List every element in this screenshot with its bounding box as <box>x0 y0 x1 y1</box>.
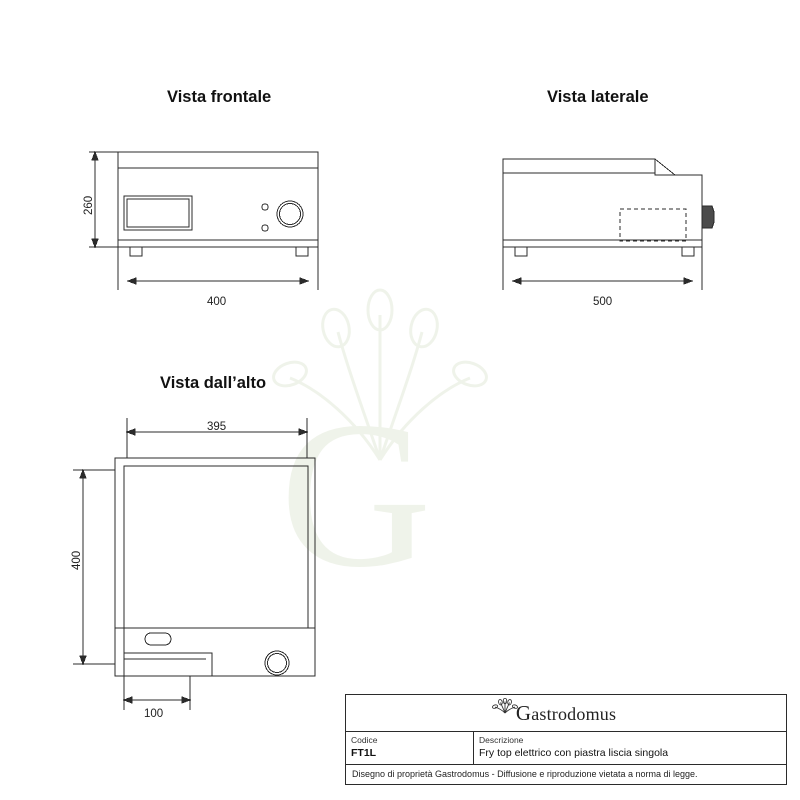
side-view-geometry <box>503 159 714 256</box>
description-label: Descrizione <box>479 735 524 745</box>
side-dim-width <box>503 247 702 290</box>
title-block <box>345 694 787 785</box>
top-dim-height-label: 400 <box>71 550 83 570</box>
top-view-title: Vista dall’alto <box>160 374 267 392</box>
front-view-geometry <box>118 152 318 256</box>
description-value: Fry top elettrico con piastra liscia singola <box>479 747 669 759</box>
title-block-footer: Disegno di proprietà Gastrodomus - Diffusione e riproduzione vietata a norma di legge. <box>352 769 698 779</box>
top-dim-width-label: 395 <box>207 421 227 433</box>
top-dim-detail-label: 100 <box>144 708 164 720</box>
title-block-data-row <box>346 732 786 765</box>
description-cell <box>474 732 786 764</box>
watermark-fan-icon <box>250 270 510 470</box>
code-value: FT1L <box>351 747 377 759</box>
code-cell <box>346 732 474 764</box>
side-dim-width-label: 500 <box>593 296 613 308</box>
top-dim-detail <box>124 676 190 710</box>
front-dim-width <box>118 247 318 290</box>
watermark-letter: G <box>280 379 432 611</box>
side-view-title: Vista laterale <box>547 88 649 106</box>
watermark <box>230 270 530 611</box>
front-view-title: Vista frontale <box>167 88 272 106</box>
title-block-brand-row <box>346 695 786 732</box>
front-dim-height-label: 260 <box>83 195 95 215</box>
top-view-geometry <box>115 458 315 676</box>
brand-rest: astrodomus <box>531 703 617 724</box>
front-dim-width-label: 400 <box>207 296 227 308</box>
code-label: Codice <box>351 735 378 745</box>
brand-name <box>516 701 616 726</box>
brand-initial: G <box>515 700 532 725</box>
brand-fan-icon <box>492 698 518 714</box>
